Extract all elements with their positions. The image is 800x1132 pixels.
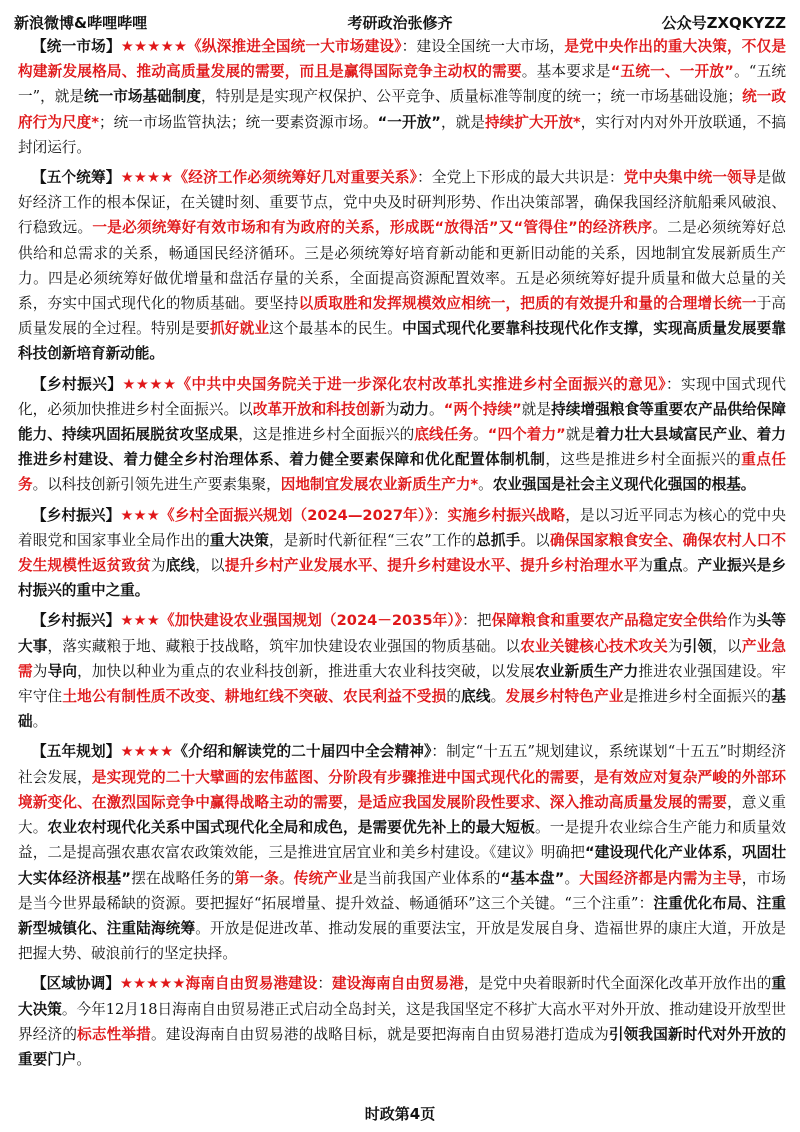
body-text: ，是新时代新征程“三农”工作的 [268, 531, 477, 549]
section-tag: 【五年规划】 [32, 743, 121, 761]
body-text: 推进农业强国建设。牢牢守住 [18, 662, 786, 706]
header-center-text: 考研政治张修齐 [347, 14, 453, 32]
highlight-text: 抓好就业 [210, 320, 270, 338]
highlight-text: 因地制宜发展农业新质生产力* [280, 476, 479, 494]
section-five-year-plan [18, 739, 786, 966]
bold-text: 底线 [165, 557, 196, 575]
body-text: ，以 [712, 637, 742, 655]
body-text: 。“五统一”，就是 [18, 63, 786, 106]
bold-text: 《介绍和解读党的二十届四中全会精神》 [173, 743, 432, 761]
body-text: ，加快以种业为重点的农业科技创新，推进重大农业科技突破，以发展 [77, 662, 536, 680]
highlight-text: 改革开放和科技创新 [252, 400, 385, 418]
body-text: 。建设海南自由贸易港的战略目标，就是要把海南自由贸易港打造成为 [150, 1025, 609, 1043]
highlight-text: 产业急需 [18, 637, 786, 680]
body-text: 摆在战略任务的 [131, 869, 235, 887]
body-text: ：全党上下形成的最大共识是： [417, 169, 624, 187]
body-text: ： [432, 506, 448, 524]
section-unified-market [18, 34, 786, 160]
highlight-text: 是实现党的二十大擘画的宏伟蓝图、分阶段有步骤推进中国式现代化的需要 [91, 768, 580, 786]
page-header [14, 6, 786, 32]
highlight-text: 一是必须统筹好有效市场和有为政府的关系，形成既“放得活”又“管得住”的经济秩序 [92, 219, 653, 237]
bold-text: 产业振兴是乡村振兴的重中之重。 [18, 557, 786, 600]
body-text: ， [342, 793, 358, 811]
highlight-text: 传统产业 [293, 869, 353, 887]
highlight-text: 党中央集中统一领导 [623, 169, 757, 187]
highlight-text: ★★★★《经济工作必须统筹好几对重要关系》 [120, 169, 418, 187]
bold-text: “建设现代化产业体系，巩固壮大实体经济根基” [18, 844, 786, 887]
section-tag: 【乡村振兴】 [32, 612, 121, 630]
body-text: 。 [564, 869, 580, 887]
highlight-text: 第一条 [234, 869, 279, 887]
body-text: 。 [429, 400, 444, 418]
body-text: 为 [638, 557, 654, 575]
body-text: ，落实藏粮于地、藏粮于技战略，筑牢加快建设农业强国的物质基础。以 [47, 637, 521, 655]
bold-text: 重大决策 [18, 975, 786, 1018]
highlight-text: “两个持续” [443, 400, 522, 418]
highlight-text: 重点任务 [18, 451, 786, 494]
bold-text: 农业强国是社会主义现代化强国的根基。 [492, 476, 756, 494]
highlight-text: 是适应我国发展阶段性要求、深入推动高质量发展的需要 [357, 793, 728, 811]
highlight-text: 实施乡村振兴战略 [447, 506, 566, 524]
body-text: 的 [446, 688, 462, 706]
highlight-text: ★★★★《中共中央国务院关于进一步深化农村改革扎实推进乡村全面振兴的意见》 [122, 375, 666, 393]
highlight-text: 提升乡村产业发展水平、提升乡村建设水平、提升乡村治理水平 [224, 557, 639, 575]
body-text: 是当前我国产业体系的 [352, 869, 501, 887]
highlight-text: 建设海南自由贸易港 [332, 975, 464, 993]
highlight-text: 以质取胜和发挥规模效应相统一，把质的有效提升和量的合理增长统一 [298, 295, 757, 313]
highlight-text: 农业关键核心技术攻关 [520, 637, 668, 655]
body-text: 。二是必须统筹好总供给和总需求的关系，畅通国民经济循环。三是必须统筹好培育新动能和更新旧动能的关系，因地制宜发展新质生产力。四是必须统筹好做优增量和盘活存量的关系，全面提高资源配置效率。五是必须统筹好提升质量和做大总量的关系，夯实中国式现代化的物质基础。要坚持 [18, 219, 786, 313]
body-text: 。基本要求是 [521, 63, 611, 81]
bold-text: 着力壮大县域富民产业、着力推进乡村建设、着力健全乡村治理体系、着力健全要素保障和优化配置体制机制 [18, 426, 786, 469]
highlight-text: ★★★★★海南自由贸易港建设 [119, 975, 318, 993]
body-text: 为 [667, 637, 683, 655]
header-right-text: 公众号ZXQKYZZ [661, 14, 786, 32]
body-text: 。 [32, 713, 48, 731]
body-text: ，意义重大。 [18, 793, 786, 837]
body-text: ：实现中国式现代化，必须加快推进乡村全面振兴。以 [18, 375, 786, 418]
bold-text: 重大决策 [209, 531, 269, 549]
highlight-text: 是有效应对复杂严峻的外部环境新变化、在激烈国际竞争中赢得战略主动的需要 [18, 768, 786, 811]
body-text: 。一是提升农业综合生产能力和质量效益，二是提高强农惠农富农政策效能，三是推进宜居宜业和美乡村建设。《建议》明确把 [18, 819, 786, 862]
page-footer: 时政第4页 [364, 1105, 436, 1123]
body-text: 。 [490, 688, 506, 706]
body-text: 就是 [521, 400, 552, 418]
body-text: 为 [150, 557, 166, 575]
body-text: ：制定“十五五”规划建议，系统谋划“十五五”时期经济社会发展， [18, 743, 786, 786]
bold-text: 基础 [18, 688, 786, 731]
section-rural-revitalization-plan [18, 503, 786, 604]
bold-text: 引领我国新时代对外开放的重要门户 [18, 1025, 786, 1068]
bold-text: 统一市场基础制度 [84, 88, 201, 106]
body-text: 。 [278, 869, 294, 887]
body-text: 。以科技创新引领先进生产要素集聚， [32, 476, 281, 494]
bold-text: 注重优化布局、注重新型城镇化、注重陆海统筹 [18, 894, 786, 937]
body-text: ，是党中央着眼新时代全面深化改革开放作出的 [463, 975, 772, 993]
body-text: ： [317, 975, 333, 993]
bold-text: 农业农村现代化关系中国式现代化全局和成色，是需要优先补上的最大短板 [47, 819, 536, 837]
body-text: 是推进乡村全面振兴的 [623, 688, 772, 706]
body-text: ，市场是当今世界最稀缺的资源。要把握好“拓展增量、提升效益、畅通循环”这三个关键。“三个注重”： [18, 869, 786, 912]
body-text: ：把 [462, 612, 492, 630]
bold-text: “一开放” [377, 113, 441, 131]
body-text: 。以 [520, 531, 550, 549]
body-text: ，实行对内对外开放联通，不搞封闭运行。 [18, 113, 786, 156]
section-rural-revitalization-opinions [18, 372, 786, 498]
highlight-text: 发展乡村特色产业 [505, 688, 624, 706]
section-tag: 【乡村振兴】 [32, 506, 121, 524]
section-tag: 【五个统筹】 [32, 169, 121, 187]
page-content [18, 34, 786, 1077]
body-text: 。 [473, 426, 488, 444]
section-tag: 【乡村振兴】 [32, 375, 123, 393]
section-five-coordinations [18, 165, 786, 367]
body-text: 。 [478, 476, 493, 494]
highlight-text: ★★★《乡村全面振兴规划（2024—2027年）》 [120, 506, 433, 524]
body-text: 就是 [565, 426, 596, 444]
highlight-text: 土地公有制性质不改变、耕地红线不突破、农民利益不受损 [62, 688, 447, 706]
bold-text: 持续增强粮食等重要农产品供给保障能力、持续巩固拓展脱贫攻坚成果 [18, 400, 786, 444]
bold-text: 底线 [461, 688, 491, 706]
body-text: ；统一市场监管执法；统一要素资源市场。 [98, 113, 378, 131]
highlight-text: 底线任务 [414, 426, 474, 444]
section-tag: 【统一市场】 [32, 38, 121, 55]
bold-text: “基本盘” [500, 869, 565, 887]
header-left-text: 新浪微博&哔哩哔哩 [14, 14, 148, 32]
bold-text: 引领 [682, 637, 713, 655]
section-tag: 【区域协调】 [32, 975, 120, 993]
highlight-text: “五统一、一开放” [610, 63, 734, 81]
body-text: ：建设全国统一大市场， [401, 38, 565, 55]
highlight-text: 标志性举措 [77, 1025, 151, 1043]
body-text: ，是以习近平同志为核心的党中央着眼党和国家事业全局作出的 [18, 506, 786, 549]
highlight-text: ★★★★★《纵深推进全国统一大市场建设》 [120, 38, 402, 55]
body-text: ，特别是是实现产权保护、公平竞争、质量标准等制度的统一；统一市场基础设施； [201, 88, 743, 106]
highlight-text: 保障粮食和重要农产品稳定安全供给 [491, 612, 728, 630]
bold-text: 头等大事 [18, 612, 786, 655]
body-text: 作为 [727, 612, 757, 630]
body-text: 为 [32, 662, 48, 680]
section-hainan-free-trade-port [18, 971, 786, 1072]
highlight-text: 确保国家粮食安全、确保农村人口不发生规模性返贫致贫 [18, 531, 786, 575]
bold-text: 动力 [399, 400, 430, 418]
highlight-text: ★★★《加快建设农业强国规划（2024－2035年）》 [120, 612, 463, 630]
body-text: 。 [682, 557, 698, 575]
body-text: ，以 [195, 557, 225, 575]
bold-text: 农业新质生产力 [535, 662, 639, 680]
highlight-text: ★★★★ [120, 743, 174, 761]
highlight-text: “四个着力” [487, 426, 566, 444]
highlight-text: 大国经济都是内需为主导 [579, 869, 742, 887]
body-text: 。开放是促进改革、推动发展的重要法宝，开放是发展自身、造福世界的康庄大道，开放是把握大势、破浪前行的坚定抉择。 [18, 919, 786, 963]
body-text: ， [579, 768, 595, 786]
highlight-text: 持续扩大开放* [484, 113, 581, 131]
highlight-text: 是党中央作出的重大决策，不仅是构建新发展格局、推动高质量发展的需要，而且是赢得国际竞争主动权的需要 [18, 38, 786, 81]
bold-text: 重点 [653, 557, 683, 575]
bold-text: 中国式现代化要靠科技现代化作支撑，实现高质量发展要靠科技创新培育新动能。 [18, 320, 786, 363]
body-text: 。 [76, 1050, 91, 1068]
bold-text: 导向 [47, 662, 78, 680]
body-text: 。今年12月18日海南自由贸易港正式启动全岛封关，这是我国坚定不移扩大高水平对外开放、推动建设开放型世界经济的 [18, 1000, 786, 1043]
body-text: 是做好经济工作的根本保证，在关键时刻、重要节点，党中央及时研判形势、作出决策部署，确保我国经济航船乘风破浪、行稳致远。 [18, 169, 786, 237]
section-agricultural-power-plan [18, 608, 786, 734]
body-text: 为 [385, 400, 400, 418]
body-text: 这个最基本的民生。 [269, 320, 403, 338]
bold-text: 总抓手 [476, 531, 521, 549]
highlight-text: 统一政府行为尺度* [18, 88, 786, 131]
body-text: ，这些是推进乡村全面振兴的 [545, 451, 742, 469]
body-text: 于高质量发展的全过程。特别是要 [18, 295, 786, 338]
body-text: ，这是推进乡村全面振兴的 [238, 426, 415, 444]
body-text: ，就是 [440, 113, 485, 131]
